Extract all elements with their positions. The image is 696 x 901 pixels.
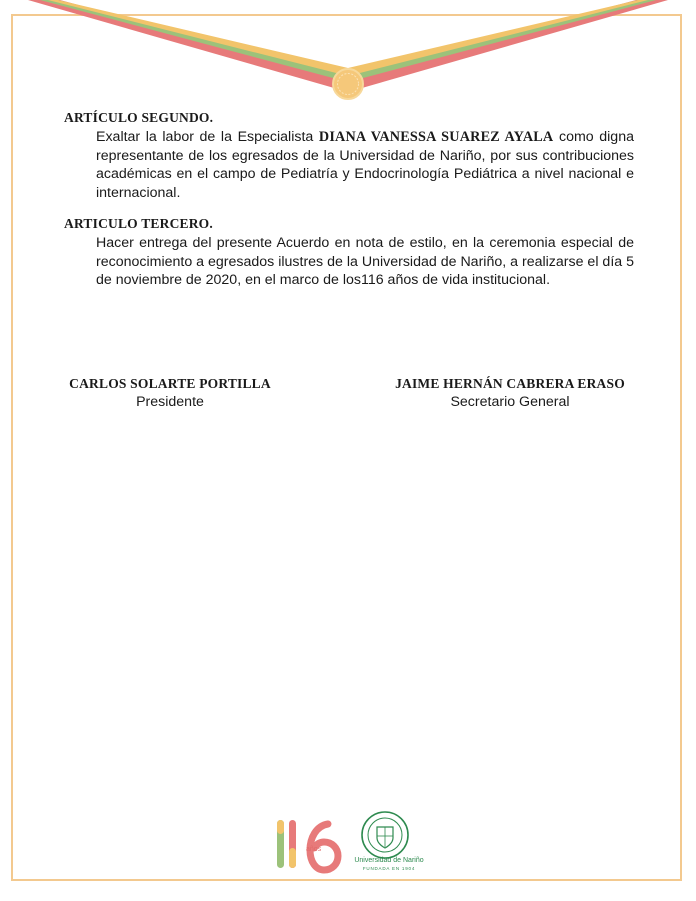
article-three-heading: ARTICULO TERCERO. xyxy=(64,216,213,231)
ribbon-banner xyxy=(0,0,696,110)
signer-name: CARLOS SOLARTE PORTILLA xyxy=(69,376,271,391)
honoree-name: DIANA VANESSA SUAREZ AYALA xyxy=(318,129,554,145)
document-body xyxy=(64,110,634,304)
university-seal-icon xyxy=(360,810,410,860)
signer-role: Presidente xyxy=(136,394,204,410)
article-two xyxy=(64,110,634,202)
university-name: Universidad de Nariño xyxy=(354,857,424,864)
ribbon-yellow-band xyxy=(48,0,648,76)
signer-role: Secretario General xyxy=(450,394,570,410)
footer-logos xyxy=(270,810,430,876)
signature-secretary xyxy=(386,376,634,410)
article-two-text: Exaltar la labor de la Especialista DIANA VANESSA SUAREZ AYALA como digna representante de los egresados de la Universidad de Nariño, por sus contribuciones académicas en el campo de Pediatría y Endocrinología Pediátrica a nivel nacional e internacional. xyxy=(96,129,634,201)
article-two-heading: ARTÍCULO SEGUNDO. xyxy=(64,110,214,125)
anniversary-word: años xyxy=(306,846,322,853)
signer-name: JAIME HERNÁN CABRERA ERASO xyxy=(395,376,625,391)
signature-president xyxy=(64,376,276,410)
university-founded: FUNDADA EN 1904 xyxy=(362,866,416,871)
article-three-text: Hacer entrega del presente Acuerdo en nota de estilo, en la ceremonia especial de reconocimiento a egresados ilustres de la Universidad de Nariño, a realizarse el día 5 de noviembre de 2020, en el marco de los116 años de vida institucional. xyxy=(96,235,634,288)
article-three xyxy=(64,216,634,290)
